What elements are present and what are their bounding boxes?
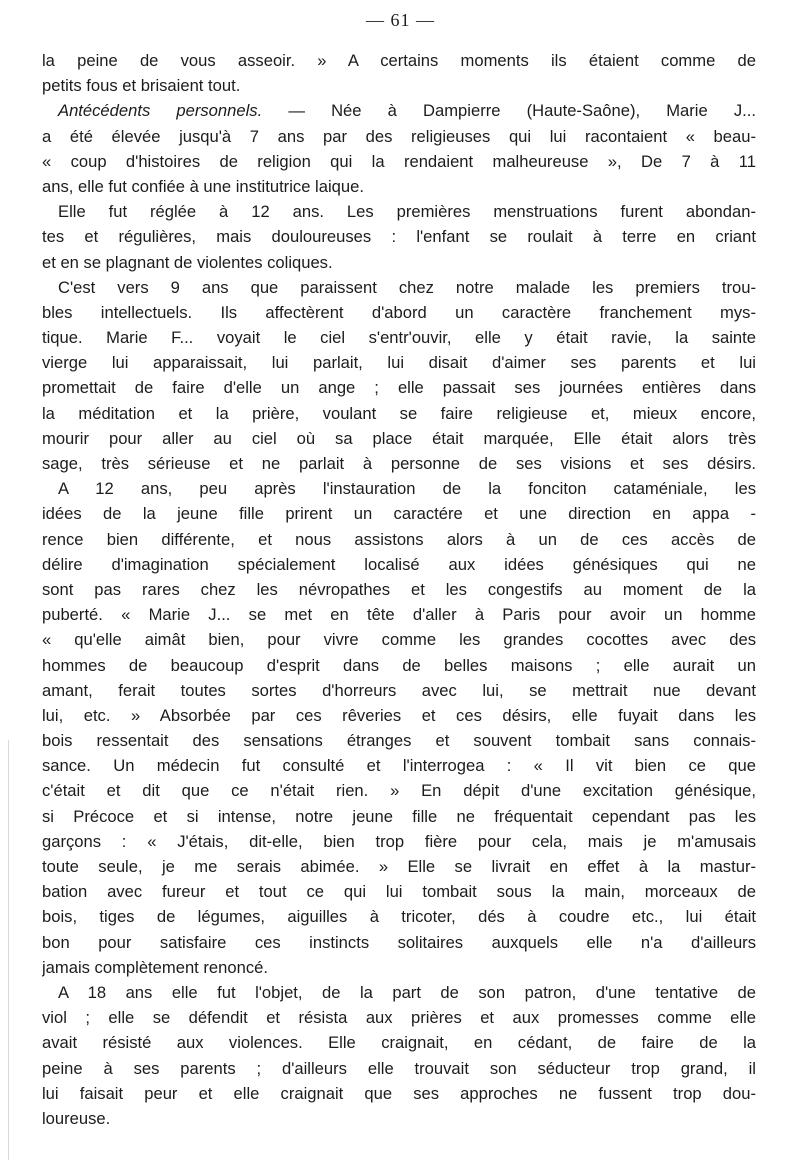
text-line: A 12 ans, peu après l'instauration de la fonciton cataméniale, les bbox=[58, 479, 756, 499]
text-line: « coup d'histoires de religion qui la rendaient malheureuse », De 7 à 11 bbox=[42, 151, 756, 171]
text-line: si Précoce et si intense, notre jeune fille ne fréquentait cependant pas les bbox=[42, 806, 756, 826]
text-line: bles intellectuels. Ils affectèrent d'abord un caractère franchement mys- bbox=[42, 302, 756, 322]
text-line: mourir pour aller au ciel où sa place était marquée, Elle était alors très bbox=[42, 428, 756, 448]
text-line: bation avec fureur et tout ce qui lui tombait sous la main, morceaux de bbox=[42, 882, 756, 902]
text-line: « qu'elle aimât bien, pour vivre comme les grandes cocottes avec des bbox=[42, 630, 756, 650]
text-line: c'était et dit que ce n'était rien. » En dépit d'une excitation génésique, bbox=[42, 781, 756, 801]
text-line: sage, très sérieuse et ne parlait à personne de ses visions et ses désirs. bbox=[42, 454, 756, 473]
section-heading: Antécédents personnels. bbox=[58, 101, 263, 121]
text-line: tique. Marie F... voyait le ciel s'entr'ouvir, elle y était ravie, la sainte bbox=[42, 328, 756, 348]
text-line: toute seule, je me serais abimée. » Elle se livrait en effet à la mastur- bbox=[42, 857, 756, 876]
text-line: idées de la jeune fille prirent un caractére et une direction en appa - bbox=[42, 504, 756, 524]
text-line: jamais complètement renoncé. bbox=[42, 957, 268, 977]
text-line: tes et régulières, mais douloureuses : l'enfant se roulait à terre en criant bbox=[42, 227, 756, 247]
text-line: avait résisté aux violences. Elle craignait, en cédant, de faire de la bbox=[42, 1033, 756, 1053]
text-line: et en se plagnant de violentes coliques. bbox=[42, 252, 333, 272]
text-line: rence bien différente, et nous assistons alors à un de ces accès de bbox=[42, 529, 756, 549]
text-line: Elle fut réglée à 12 ans. Les premières menstruations furent abondan- bbox=[58, 202, 756, 222]
text-line: viol ; elle se défendit et résista aux prières et aux promesses comme elle bbox=[42, 1008, 756, 1028]
text-line: petits fous et brisaient tout. bbox=[42, 76, 241, 96]
text-line: garçons : « J'étais, dit-elle, bien trop fière pour cela, mais je m'amusais bbox=[42, 831, 756, 851]
text-line: délire d'imagination spécialement localisé aux idées génésiques qui ne bbox=[42, 554, 756, 574]
text-line: bois ressentait des sensations étranges et souvent tombait sans connais- bbox=[42, 731, 756, 751]
text-line: vierge lui apparaissait, lui parlait, lui disait d'aimer ses parents et lui bbox=[42, 353, 756, 373]
text-line: promettait de faire d'elle un ange ; elle passait ses journées entières dans bbox=[42, 378, 756, 398]
text-line: loureuse. bbox=[42, 1108, 111, 1128]
text-line: bon pour satisfaire ces instincts solitaires auxquels elle n'a d'ailleurs bbox=[42, 932, 756, 952]
text-line: Antécédents personnels. — Née à Dampierre (Haute-Saône), Marie J... bbox=[58, 101, 756, 121]
text-line: amant, ferait toutes sortes d'horreurs avec lui, se mettrait nue devant bbox=[42, 680, 756, 700]
text-line: a été élevée jusqu'à 7 ans par des religieuses qui lui racontaient « beau- bbox=[42, 126, 756, 146]
text-line: hommes de beaucoup d'esprit dans de belles maisons ; elle aurait un bbox=[42, 655, 756, 675]
text-line: sont pas rares chez les névropathes et les congestifs au moment de la bbox=[42, 579, 756, 599]
text-line: peine à ses parents ; d'ailleurs elle trouvait son séducteur trop grand, il bbox=[42, 1058, 756, 1078]
text-line: C'est vers 9 ans que paraissent chez notre malade les premiers trou- bbox=[58, 277, 756, 297]
text-line: bois, tiges de légumes, aiguilles à tricoter, dés à coudre etc., lui était bbox=[42, 907, 756, 927]
text-line: ans, elle fut confiée à une institutrice laique. bbox=[42, 176, 364, 196]
text-line: lui, etc. » Absorbée par ces rêveries et ces désirs, elle fuyait dans les bbox=[42, 705, 756, 725]
text-line: sance. Un médecin fut consulté et l'interrogea : « Il vit bien ce que bbox=[42, 756, 756, 776]
text-line: lui faisait peur et elle craignait que ses approches ne fussent trop dou- bbox=[42, 1083, 756, 1103]
body-text bbox=[42, 48, 756, 1131]
text-line: la méditation et la prière, voulant se faire religieuse et, mieux encore, bbox=[42, 403, 756, 423]
page-number: — 61 — bbox=[366, 10, 435, 30]
text-line: A 18 ans elle fut l'objet, de la part de son patron, d'une tentative de bbox=[58, 982, 756, 1002]
left-margin-mark bbox=[8, 740, 9, 1160]
text-line: puberté. « Marie J... se met en tête d'aller à Paris pour avoir un homme bbox=[42, 605, 756, 625]
text-line: la peine de vous asseoir. » A certains moments ils étaient comme de bbox=[42, 51, 756, 70]
